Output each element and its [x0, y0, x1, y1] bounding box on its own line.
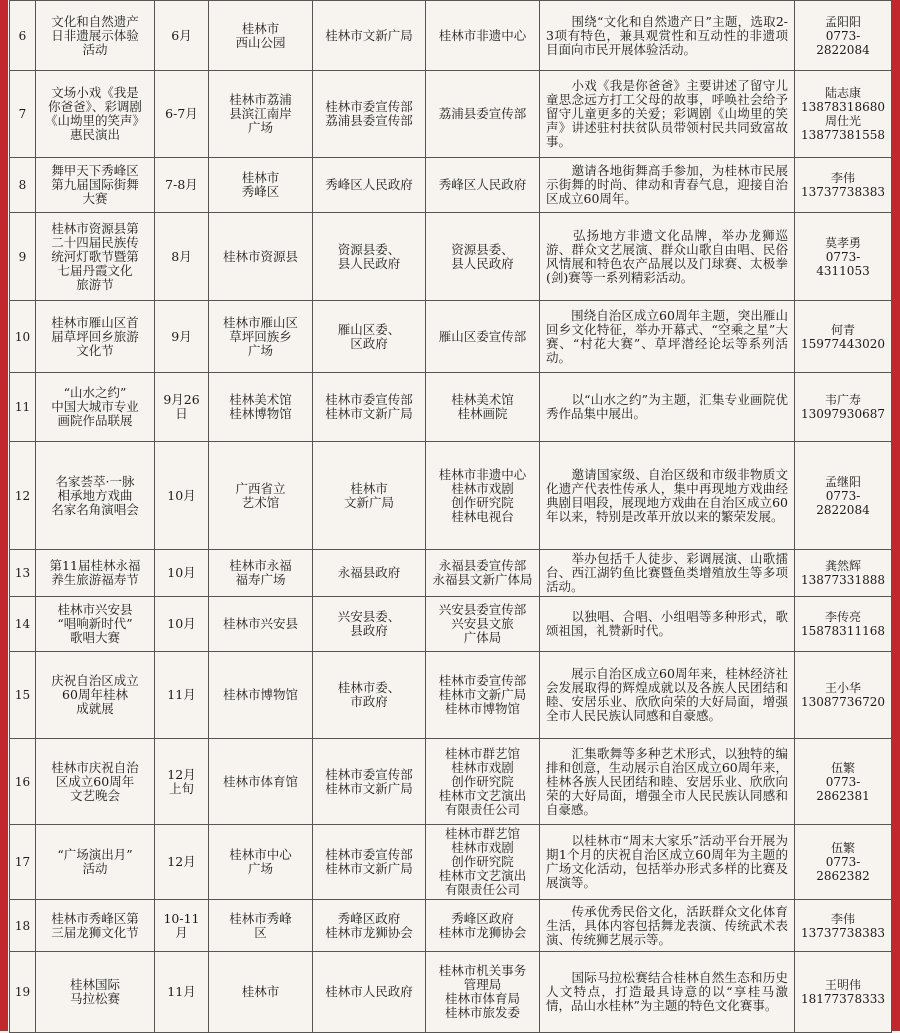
row-number: 8 [10, 158, 36, 213]
event-name: 桂林市庆祝自治 区成立60周年 文艺晚会 [36, 739, 155, 825]
event-time: 9月 [155, 301, 209, 373]
event-time: 10月 [155, 550, 209, 597]
event-time: 12月 [155, 825, 209, 900]
event-description: 围绕自治区成立60周年主题，突出雁山回乡文化特征，举办开幕式、“空乘之星”大赛、“村花大赛”、草坪潜经论坛等系列活动。 [540, 301, 795, 373]
table-row [10, 652, 892, 739]
event-place: 桂林市 西山公园 [209, 1, 313, 71]
event-time: 9月26 日 [155, 373, 209, 442]
table-row [10, 900, 892, 952]
event-time: 10月 [155, 442, 209, 550]
event-description: 弘扬地方非遗文化品牌，举办龙狮巡游、群众文艺展演、群众山歌自由唱、民俗风情展和特色农产品展以及门球赛、太极拳(剑)赛等一系列精彩活动。 [540, 213, 795, 301]
event-time: 12月 上旬 [155, 739, 209, 825]
event-time: 10-11 月 [155, 900, 209, 952]
event-contact: 王明伟 18177378333 [795, 952, 892, 1033]
event-host: 秀峰区政府 桂林市龙狮协会 [313, 900, 426, 952]
table-row [10, 739, 892, 825]
event-contact: 王小华 13087736720 [795, 652, 892, 739]
event-place: 桂林市博物馆 [209, 652, 313, 739]
event-place: 桂林市中心 广场 [209, 825, 313, 900]
event-time: 7-8月 [155, 158, 209, 213]
event-description: 以桂林市“周末大家乐”活动平台开展为期1个月的庆祝自治区成立60周年为主题的广场文化活动，包括举办形式多样的比赛及展演等。 [540, 825, 795, 900]
event-description: 以独唱、合唱、小组唱等多种形式，歌颂祖国，礼赞新时代。 [540, 597, 795, 652]
table-row [10, 373, 892, 442]
event-contact: 陆志康 13878318680 周仕光 13877381558 [795, 71, 892, 158]
event-organizer: 桂林市非遗中心 桂林市戏剧 创作研究院 桂林电视台 [426, 442, 540, 550]
event-host: 秀峰区人民政府 [313, 158, 426, 213]
row-number: 17 [10, 825, 36, 900]
table-row [10, 1, 892, 71]
event-place: 桂林市荔浦 县滨江南岸 广场 [209, 71, 313, 158]
page-edge-left [0, 0, 8, 1031]
event-host: 永福县政府 [313, 550, 426, 597]
event-description: 小戏《我是你爸爸》主要讲述了留守儿童思念远方打工父母的故事，呼唤社会给予留守儿童更多的关爱；彩调剧《山坳里的笑声》讲述驻村扶贫队员带领村民共同致富故事。 [540, 71, 795, 158]
event-contact: 李伟 13737738383 [795, 158, 892, 213]
event-place: 桂林市雁山区 草坪回族乡 广场 [209, 301, 313, 373]
event-host: 资源县委、 县人民政府 [313, 213, 426, 301]
event-host: 桂林市委、 市政府 [313, 652, 426, 739]
row-number: 18 [10, 900, 36, 952]
event-place: 桂林市体育馆 [209, 739, 313, 825]
event-organizer: 桂林市机关事务 管理局 桂林市体育局 桂林市旅发委 [426, 952, 540, 1033]
event-place: 桂林市秀峰 区 [209, 900, 313, 952]
event-description: 国际马拉松赛结合桂林自然生态和历史人文特点，打造最具诗意的以“享桂马激情，品山水桂林”为主题的特色文化赛事。 [540, 952, 795, 1033]
event-organizer: 秀峰区政府 桂林市龙狮协会 [426, 900, 540, 952]
event-time: 11月 [155, 952, 209, 1033]
event-place: 桂林市资源县 [209, 213, 313, 301]
event-place: 桂林市兴安县 [209, 597, 313, 652]
row-number: 10 [10, 301, 36, 373]
event-time: 6月 [155, 1, 209, 71]
event-organizer: 资源县委、 县人民政府 [426, 213, 540, 301]
row-number: 15 [10, 652, 36, 739]
table-row [10, 597, 892, 652]
event-description: 传承优秀民俗文化，活跃群众文化体育生活，具体内容包括舞龙表演、传统武术表演、传统狮艺展示等。 [540, 900, 795, 952]
table-row [10, 213, 892, 301]
event-name: 文场小戏《我是 你爸爸》、彩调剧 《山坳里的笑声》 惠民演出 [36, 71, 155, 158]
event-organizer: 秀峰区人民政府 [426, 158, 540, 213]
row-number: 6 [10, 1, 36, 71]
row-number: 7 [10, 71, 36, 158]
event-name: 文化和自然遗产 日非遗展示体验 活动 [36, 1, 155, 71]
event-name: 庆祝自治区成立 60周年桂林 成就展 [36, 652, 155, 739]
event-description: 邀请各地街舞高手参加，为桂林市民展示街舞的时尚、律动和青春气息，迎接自治区成立60周年。 [540, 158, 795, 213]
event-name: “广场演出月” 活动 [36, 825, 155, 900]
table-row [10, 442, 892, 550]
event-time: 11月 [155, 652, 209, 739]
table-row [10, 825, 892, 900]
event-place: 桂林市 [209, 952, 313, 1033]
event-name: 名家荟萃·一脉 相承地方戏曲 名家名角演唱会 [36, 442, 155, 550]
event-contact: 龚然辉 13877331888 [795, 550, 892, 597]
event-contact: 李伟 13737738383 [795, 900, 892, 952]
row-number: 13 [10, 550, 36, 597]
event-name: 舞甲天下秀峰区 第九届国际街舞 大赛 [36, 158, 155, 213]
event-contact: 伍繁 0773- 2862382 [795, 825, 892, 900]
event-place: 桂林市 秀峰区 [209, 158, 313, 213]
row-number: 19 [10, 952, 36, 1033]
event-description: 围绕“文化和自然遗产日”主题，选取2-3项有特色，兼具观赏性和互动性的非遗项目面向市民开展体验活动。 [540, 1, 795, 71]
event-place: 桂林美术馆 桂林博物馆 [209, 373, 313, 442]
event-organizer: 荔浦县委宣传部 [426, 71, 540, 158]
event-contact: 莫孝勇 0773- 4311053 [795, 213, 892, 301]
events-table [9, 0, 892, 1033]
event-place: 桂林市永福 福寿广场 [209, 550, 313, 597]
event-organizer: 永福县委宣传部 永福县文新广体局 [426, 550, 540, 597]
event-contact: 李传亮 15878311168 [795, 597, 892, 652]
event-organizer: 桂林市委宣传部 桂林市文新广局 桂林市博物馆 [426, 652, 540, 739]
event-organizer: 兴安县委宣传部 兴安县文旅 广体局 [426, 597, 540, 652]
table-row [10, 158, 892, 213]
event-description: 以“山水之约”为主题，汇集专业画院优秀作品集中展出。 [540, 373, 795, 442]
row-number: 14 [10, 597, 36, 652]
row-number: 11 [10, 373, 36, 442]
event-description: 邀请国家级、自治区级和市级非物质文化遗产代表性传承人，集中再现地方戏曲经典剧目唱段，展现地方戏曲在自治区成立60年以来，特别是改革开放以来的繁荣发展。 [540, 442, 795, 550]
event-organizer: 雁山区委宣传部 [426, 301, 540, 373]
event-description: 举办包括千人徒步、彩调展演、山歌擂台、西江湖钓鱼比赛暨鱼类增殖放生等多项活动。 [540, 550, 795, 597]
event-time: 8月 [155, 213, 209, 301]
row-number: 9 [10, 213, 36, 301]
event-organizer: 桂林市群艺馆 桂林市戏剧 创作研究院 桂林市文艺演出 有限责任公司 [426, 825, 540, 900]
event-contact: 何青 15977443020 [795, 301, 892, 373]
event-host: 桂林市委宣传部 荔浦县委宣传部 [313, 71, 426, 158]
event-host: 桂林市委宣传部 桂林市文新广局 [313, 825, 426, 900]
event-description: 展示自治区成立60周年来，桂林经济社会发展取得的辉煌成就以及各族人民团结和睦、安居乐业、欣欣向荣的大好局面，增强全市人民民族认同感和自豪感。 [540, 652, 795, 739]
table-row [10, 301, 892, 373]
event-name: “山水之约” 中国大城市专业 画院作品联展 [36, 373, 155, 442]
event-contact: 孟阳阳 0773- 2822084 [795, 1, 892, 71]
event-host: 桂林市 文新广局 [313, 442, 426, 550]
row-number: 12 [10, 442, 36, 550]
table-body [10, 1, 892, 1033]
event-name: 第11届桂林永福 养生旅游福寿节 [36, 550, 155, 597]
event-contact: 伍繁 0773- 2862381 [795, 739, 892, 825]
event-time: 6-7月 [155, 71, 209, 158]
event-organizer: 桂林美术馆 桂林画院 [426, 373, 540, 442]
event-organizer: 桂林市群艺馆 桂林市戏剧 创作研究院 桂林市文艺演出 有限责任公司 [426, 739, 540, 825]
event-host: 桂林市委宣传部 桂林市文新广局 [313, 373, 426, 442]
table-row [10, 550, 892, 597]
page-edge-right [892, 0, 900, 1031]
event-name: 桂林市雁山区首 届草坪回乡旅游 文化节 [36, 301, 155, 373]
event-place: 广西省立 艺术馆 [209, 442, 313, 550]
event-organizer: 桂林市非遗中心 [426, 1, 540, 71]
event-host: 兴安县委、 县政府 [313, 597, 426, 652]
event-host: 雁山区委、 区政府 [313, 301, 426, 373]
event-name: 桂林市秀峰区第 三届龙狮文化节 [36, 900, 155, 952]
event-name: 桂林国际 马拉松赛 [36, 952, 155, 1033]
event-name: 桂林市兴安县 “唱响新时代” 歌唱大赛 [36, 597, 155, 652]
event-host: 桂林市人民政府 [313, 952, 426, 1033]
event-contact: 孟继阳 0773- 2822084 [795, 442, 892, 550]
event-host: 桂林市委宣传部 桂林市文新广局 [313, 739, 426, 825]
event-time: 10月 [155, 597, 209, 652]
row-number: 16 [10, 739, 36, 825]
event-host: 桂林市文新广局 [313, 1, 426, 71]
table-row [10, 71, 892, 158]
event-contact: 韦广寿 13097930687 [795, 373, 892, 442]
event-name: 桂林市资源县第 二十四届民族传 统河灯歌节暨第 七届丹霞文化 旅游节 [36, 213, 155, 301]
event-description: 汇集歌舞等多种艺术形式，以独特的编排和创意，生动展示自治区成立60周年来，桂林各族人民团结和睦、安居乐业、欣欣向荣的大好局面，增强全市人民民族认同感和自豪感。 [540, 739, 795, 825]
table-row [10, 952, 892, 1033]
